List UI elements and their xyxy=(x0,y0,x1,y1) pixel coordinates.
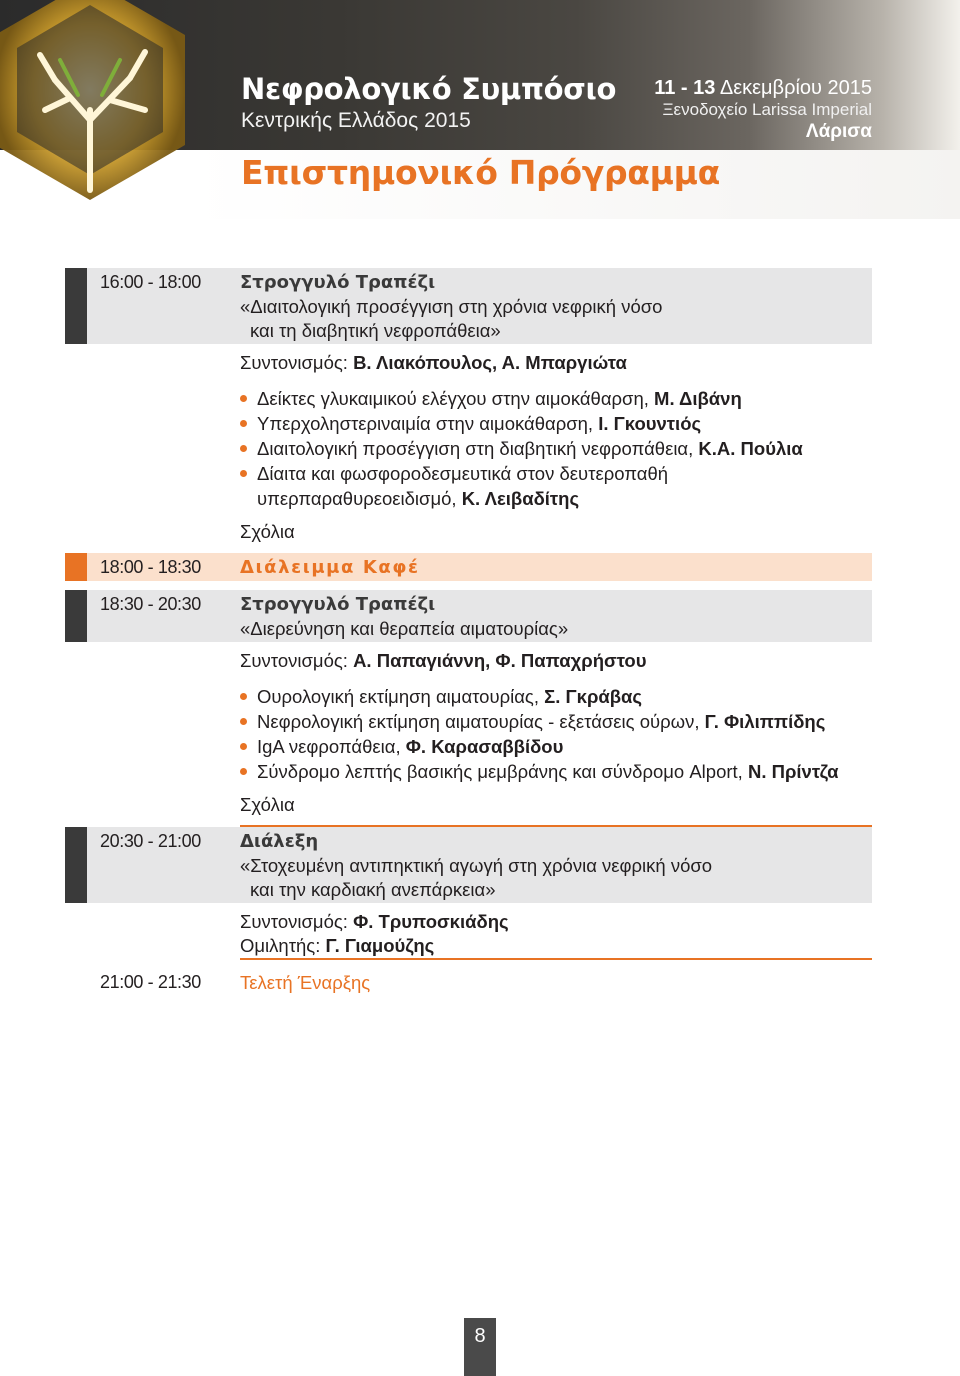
page-number: 8 xyxy=(464,1318,496,1376)
symposium-logo-icon xyxy=(0,0,220,219)
talk-item-continued xyxy=(257,488,579,510)
program-title: Επιστημονικό Πρόγραμμα xyxy=(241,153,720,192)
talk-speaker: Μ. Διβάνη xyxy=(654,388,742,409)
talk-title: Ουρολογική εκτίμηση αιματουρίας, xyxy=(257,686,545,707)
talk-title: Δίαιτα και φωσφοροδεσμευτικά στον δευτεροπαθή xyxy=(257,463,669,484)
speaker-name: Γ. Γιαμούζης xyxy=(325,935,435,956)
coordinators-names: Β. Λιακόπουλος, Α. Μπαργιώτα xyxy=(353,352,627,373)
session-comments: Σχόλια xyxy=(240,794,295,815)
break-marker xyxy=(65,553,87,581)
coordinators-label: Συντονισμός: xyxy=(240,650,354,671)
talk-item xyxy=(240,438,803,460)
bullet-icon xyxy=(240,718,247,725)
session-type: Διάλεξη xyxy=(240,831,319,852)
session-title-line1: «Στοχευμένη αντιπηκτική αγωγή στη χρόνια νεφρική νόσο xyxy=(240,855,713,876)
talk-speaker: Κ. Λειβαδίτης xyxy=(461,488,580,509)
session-comments: Σχόλια xyxy=(240,521,295,542)
talk-speaker: Γ. Φιλιππίδης xyxy=(704,711,826,732)
bullet-icon xyxy=(240,445,247,452)
coordinators-names: Α. Παπαγιάννη, Φ. Παπαχρήστου xyxy=(353,650,647,671)
session-type: Τελετή Έναρξης xyxy=(240,972,371,993)
header-banner xyxy=(0,0,960,219)
talk-title: IgA νεφροπάθεια, xyxy=(257,736,406,757)
session-coordinators xyxy=(240,911,509,933)
talk-item xyxy=(240,388,742,410)
symposium-subtitle: Κεντρικής Ελλάδος 2015 xyxy=(241,109,471,132)
talk-title: Διαιτολογική προσέγγιση στη διαβητική νεφροπάθεια, xyxy=(257,438,699,459)
event-hotel: Ξενοδοχείο Larissa Imperial xyxy=(662,100,872,119)
coordinators-names: Φ. Τρυποσκιάδης xyxy=(353,911,509,932)
speaker-label: Ομιλητής: xyxy=(240,935,326,956)
talk-speaker: Κ.Α. Πούλια xyxy=(698,438,803,459)
session-time: 18:30 - 20:30 xyxy=(100,594,201,614)
event-dates-days: 11 - 13 xyxy=(654,77,716,99)
session-time: 21:00 - 21:30 xyxy=(100,972,201,992)
coordinators-label: Συντονισμός: xyxy=(240,352,354,373)
session-coordinators xyxy=(240,650,647,672)
session-title-line1: «Διερεύνηση και θεραπεία αιματουρίας» xyxy=(240,618,569,639)
event-city: Λάρισα xyxy=(805,121,872,142)
talk-item xyxy=(240,736,563,758)
talk-title: Σύνδρομο λεπτής βασικής μεμβράνης και σύνδρομο Alport, xyxy=(257,761,748,782)
talk-speaker: Σ. Γκράβας xyxy=(544,686,643,707)
talk-item xyxy=(240,761,838,783)
talk-title: Νεφρολογική εκτίμηση αιματουρίας - εξετάσεις ούρων, xyxy=(257,711,705,732)
session-time: 16:00 - 18:00 xyxy=(100,272,201,292)
session-title-line2: και τη διαβητική νεφροπάθεια» xyxy=(250,320,501,341)
session-coordinators xyxy=(240,352,627,374)
talk-title: υπερπαραθυρεοειδισμό, xyxy=(257,488,462,509)
bullet-icon xyxy=(240,420,247,427)
session-title-line2: και την καρδιακή ανεπάρκεια» xyxy=(250,879,496,900)
coordinators-label: Συντονισμός: xyxy=(240,911,354,932)
session-marker xyxy=(65,827,87,903)
session-type: Στρογγυλό Τραπέζι xyxy=(240,272,436,293)
talk-title: Δείκτες γλυκαιμικού ελέγχου στην αιμοκάθαρση, xyxy=(257,388,655,409)
session-type: Στρογγυλό Τραπέζι xyxy=(240,594,436,615)
talk-item xyxy=(240,463,668,485)
session-title-line1: «Διαιτολογική προσέγγιση στη χρόνια νεφρική νόσο xyxy=(240,296,663,317)
symposium-title: Νεφρολογικό Συμπόσιο xyxy=(241,72,617,106)
session-divider xyxy=(240,958,872,960)
break-band xyxy=(87,553,872,581)
session-marker xyxy=(65,268,87,344)
talk-item xyxy=(240,711,825,733)
event-dates-month: Δεκεμβρίου 2015 xyxy=(715,77,872,99)
session-time: 20:30 - 21:00 xyxy=(100,831,201,851)
talk-item xyxy=(240,686,642,708)
bullet-icon xyxy=(240,768,247,775)
event-dates xyxy=(654,76,872,100)
talk-speaker: Ν. Πρίντζα xyxy=(747,761,839,782)
bullet-icon xyxy=(240,693,247,700)
session-speaker xyxy=(240,935,434,957)
event-info xyxy=(654,76,872,144)
talk-item xyxy=(240,413,701,435)
talk-title: Υπερχοληστεριναιμία στην αιμοκάθαρση, xyxy=(257,413,599,434)
bullet-icon xyxy=(240,470,247,477)
talk-speaker: Φ. Καρασαββίδου xyxy=(405,736,564,757)
session-type: Διάλειμμα Καφέ xyxy=(240,557,420,578)
talk-speaker: Ι. Γκουντιός xyxy=(598,413,702,434)
session-time: 18:00 - 18:30 xyxy=(100,557,201,577)
bullet-icon xyxy=(240,743,247,750)
session-marker xyxy=(65,590,87,642)
bullet-icon xyxy=(240,395,247,402)
